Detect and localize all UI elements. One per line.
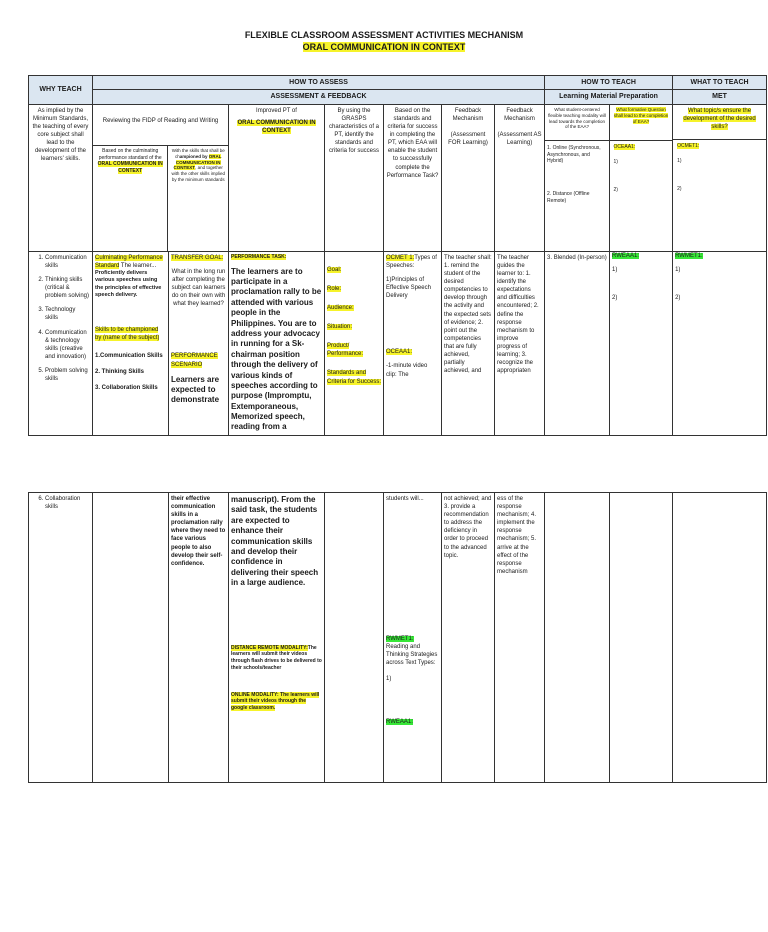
feedback-for-learning-continued: not achieved; and 3. provide a recommendation to address the deficiency in order to proceed to the advanced topic.	[442, 493, 495, 783]
empty-grasps-cell	[325, 493, 384, 783]
learning-material-cell	[545, 104, 673, 251]
eaa-question: Based on the standards and criteria for success in completing the PT, which EAA will enable the student to successfully complete the Performance Task?	[384, 104, 442, 251]
modality-options: 1. Online (Synchronous, Asynchronous, and Hybrid) 2. Distance (Offline Remote)	[545, 141, 609, 251]
grasps-question: By using the GRASPS characteristics of a PT, identify the standards and criteria for success	[325, 104, 384, 251]
skill-item-6: 6. Collaboration skills	[29, 493, 93, 783]
transfer-goal-cell: TRANSFER GOAL: What in the long run after completing the subject can learners do on their own with what they learned? PERFORMANCE SCENARIO Learners are expected to demonstrate	[169, 251, 229, 435]
performance-task-cell: PERFORMANCE TASK: The learners are to participate in a proclamation rally to be attended with various people in the Philippines. You are to address your advocacy in running for a Sk-chairman position through the delivery of various kinds of speeches according to purpose (Impromptu, Extemporaneous, Memorized speech, reading from a	[229, 251, 325, 435]
header-met: MET	[673, 90, 767, 104]
formative-question: What formative Question shall lead to the completion of EAA?	[613, 106, 669, 124]
modality-question: What student-centered flexible teaching modality will lead towards the completion of the EAA?	[545, 105, 610, 140]
oceaa-column: OCEAA1: 1) 2)	[613, 143, 636, 194]
review-fidp-cell	[93, 104, 229, 251]
feedback-as-learning-continued: ess of the response mechanism; 4. implement the response mechanism; 5. arrive at the effect of the response mechanism	[495, 493, 545, 783]
empty-rweaa-cell	[610, 493, 673, 783]
why-teach-text: As implied by the Minimum Standards, the teaching of every core subject shall lead to the development of the learners' skills.	[29, 104, 93, 251]
header-how-to-assess: HOW TO ASSESS	[93, 76, 545, 90]
performance-scenario-continued: their effective communication skills in a proclamation rally where they need to face various people to also develop their self-confidence.	[169, 493, 229, 783]
feedback-for-learning-text: The teacher shall: 1. remind the student of the desired competencies to develop through the activity and the expected sets of evidence; 2. point out the competencies that are fully achieved, partially achieved, and	[442, 251, 495, 435]
empty-rwmet-cell	[673, 493, 767, 783]
header-what-to-teach: WHAT TO TEACH	[673, 76, 767, 90]
header-how-to-teach: HOW TO TEACH	[545, 76, 673, 90]
improved-pt-cell: Improved PT of ORAL COMMUNICATION IN CONTEXT	[229, 104, 325, 251]
document-subtitle: ORAL COMMUNICATION IN CONTEXT	[302, 42, 466, 52]
rweaa-column: RWEAA1: 1) 2)	[610, 251, 673, 435]
header-learning-material: Learning Material Preparation	[545, 90, 673, 104]
culminating-performance-cell: Culminating Performance Standard The learner... Proficiently delivers various speeches using the principles of effective speech delivery. Skills to be championed by (name of the subject) 1.Communication Skills 2. Thinking Skills 3. Collaboration Skills	[93, 251, 169, 435]
skills-championed-text: With the skills that shall be championed by ORAL COMMUNICATION IN CONTEXT, and together with the other skills implied by the minimum standards	[171, 147, 225, 183]
empty-culminating-cell	[93, 493, 169, 783]
review-fidp-text: Reviewing the FIDP of Reading and Writing	[102, 117, 219, 124]
rw-eaa-cell: students will... RWMET1: Reading and Thinking Strategies across Text Types: 1) RWEAA1:	[384, 493, 442, 783]
rwmet-column: RWMET1: 1) 2)	[673, 251, 767, 435]
ocmet-eaa-cell: OCMET 1:Types of Speeches: 1)Principles of Effective Speech Delivery OCEAA1: -1-minute video clip: The	[384, 251, 442, 435]
grasps-cell: Goal: Role: Audience: Situation: Product/ Performance: Standards and Criteria for Success:	[325, 251, 384, 435]
culminating-standard-text: Based on the culminating performance standard of the ORAL COMMUNICATION IN CONTEXT	[93, 146, 168, 251]
assessment-table-part2	[28, 492, 767, 783]
document-title: FLEXIBLE CLASSROOM ASSESSMENT ACTIVITIES MECHANISM	[244, 30, 524, 40]
header-why-teach: WHY TEACH	[29, 76, 93, 105]
blended-modality: 3. Blended (In-person)	[545, 251, 610, 435]
met-column	[673, 104, 767, 251]
assessment-table-part1	[28, 75, 767, 436]
ocmet-column: OCMET1: 1) 2)	[677, 142, 700, 193]
skills-list: 1. Communication skills 2. Thinking skills (critical & problem solving) 3. Technology skills 4. Communication & technology skills (creative and innovation) 5. Problem solving skills	[29, 251, 93, 435]
topic-question: What topic/s ensure the development of the desired skills?	[683, 107, 756, 131]
feedback-as-learning-header: Feedback Mechanism (Assessment AS Learning)	[495, 104, 545, 251]
feedback-as-learning-text: The teacher guides the learner to: 1. identify the expectations and difficulties encountered; 2. define the response mechanism to improve progress of learning; 3. recognize the appropriaten	[495, 251, 545, 435]
empty-modality-cell	[545, 493, 610, 783]
header-assessment-feedback: ASSESSMENT & FEEDBACK	[93, 90, 545, 104]
performance-task-continued: manuscript). From the said task, the students are expected to enhance their communication skills and develop their confidence in delivering their speech in a large audience. DISTANCE REMOTE MODALITY:The learners will submit their videos through flash drives to be delivered to their schools/teacher ONLINE MODALITY: The learners will submit their videos through the google classroom.	[229, 493, 325, 783]
feedback-for-learning-header: Feedback Mechanism (Assessment FOR Learning)	[442, 104, 495, 251]
